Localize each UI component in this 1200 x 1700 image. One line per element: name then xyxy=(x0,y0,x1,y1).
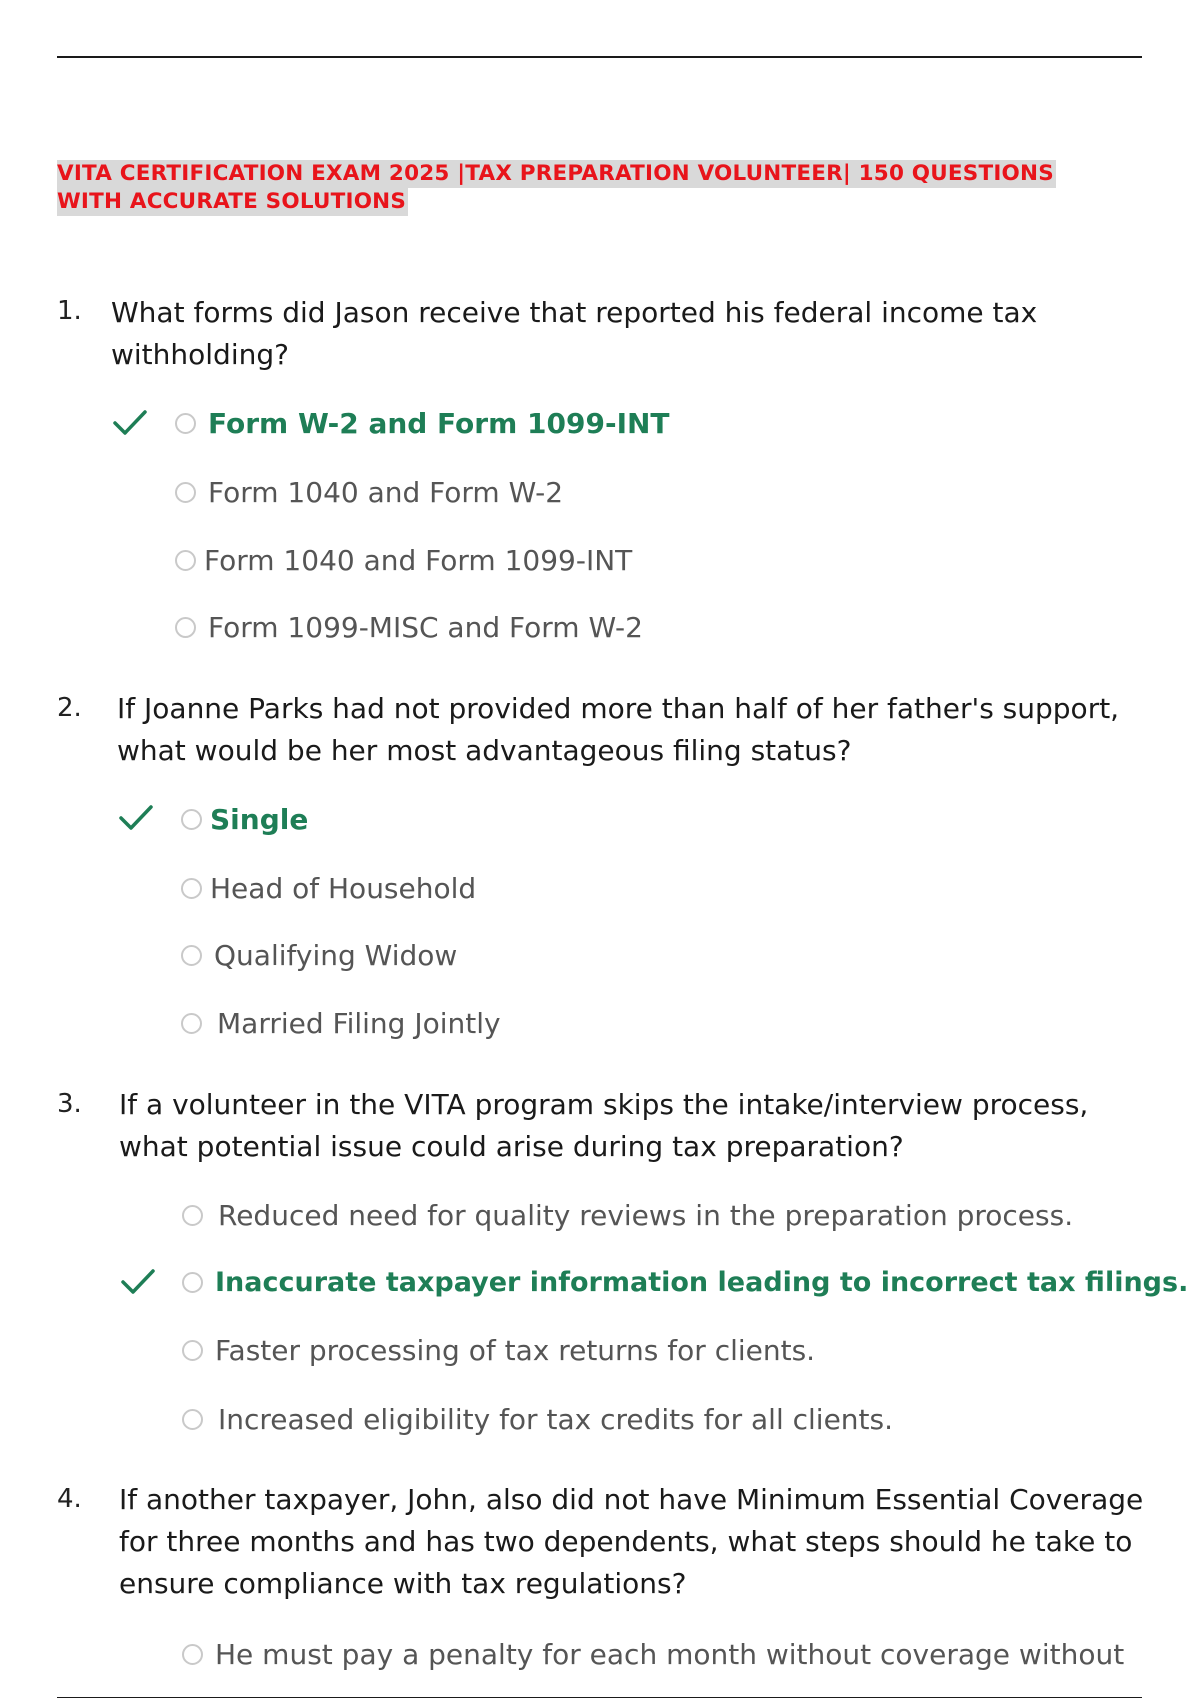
question-text xyxy=(119,1084,1088,1168)
radio-button[interactable] xyxy=(175,550,196,571)
answer-option[interactable] xyxy=(182,1330,815,1370)
bottom-rule xyxy=(57,1697,1142,1698)
question-text-line: What forms did Jason receive that reported his federal income tax xyxy=(111,296,1038,329)
question-text xyxy=(111,292,1037,376)
question-text-line: If a volunteer in the VITA program skips the intake/interview process, xyxy=(119,1088,1089,1121)
top-rule xyxy=(57,56,1142,58)
option-label: Form W-2 and Form 1099-INT xyxy=(208,406,670,440)
option-label: He must pay a penalty for each month without coverage without xyxy=(215,1637,1125,1671)
radio-button[interactable] xyxy=(182,1340,203,1361)
option-label: Increased eligibility for tax credits for all clients. xyxy=(218,1402,894,1436)
option-label: Single xyxy=(210,802,309,836)
option-label: Faster processing of tax returns for clients. xyxy=(215,1333,816,1367)
answer-option[interactable] xyxy=(182,1195,1073,1235)
document-title xyxy=(57,160,1157,216)
answer-option[interactable] xyxy=(182,1399,893,1439)
question-text-line: If another taxpayer, John, also did not have Minimum Essential Coverage xyxy=(119,1483,1144,1516)
question-text xyxy=(119,1479,1143,1605)
radio-button[interactable] xyxy=(182,1272,203,1293)
answer-option[interactable] xyxy=(182,1262,1188,1302)
question-text-line: withholding? xyxy=(111,338,289,371)
question-text-line: what would be her most advantageous filing status? xyxy=(117,734,852,767)
title-line-1: VITA CERTIFICATION EXAM 2025 |TAX PREPARATION VOLUNTEER| 150 QUESTIONS xyxy=(57,161,1054,186)
question-text xyxy=(117,688,1119,772)
option-label: Form 1040 and Form 1099-INT xyxy=(204,543,633,577)
answer-option[interactable] xyxy=(181,1003,501,1043)
question-text-line: If Joanne Parks had not provided more than half of her father's support, xyxy=(117,692,1120,725)
radio-button[interactable] xyxy=(181,878,202,899)
answer-option[interactable] xyxy=(175,540,632,580)
radio-button[interactable] xyxy=(182,1205,203,1226)
answer-option[interactable] xyxy=(182,1634,1124,1674)
radio-button[interactable] xyxy=(175,617,196,638)
radio-button[interactable] xyxy=(182,1409,203,1430)
answer-option[interactable] xyxy=(175,403,670,443)
option-label: Form 1099-MISC and Form W-2 xyxy=(208,610,643,644)
answer-option[interactable] xyxy=(175,472,563,512)
question-text-line: ensure compliance with tax regulations? xyxy=(119,1567,687,1600)
question-number: 2. xyxy=(57,693,82,723)
answer-option[interactable] xyxy=(181,935,457,975)
radio-button[interactable] xyxy=(181,809,202,830)
correct-check-icon xyxy=(112,408,148,438)
question-number: 1. xyxy=(57,296,82,326)
option-label: Married Filing Jointly xyxy=(217,1006,501,1040)
question-text-line: what potential issue could arise during tax preparation? xyxy=(119,1130,904,1163)
question-number: 3. xyxy=(57,1089,82,1119)
radio-button[interactable] xyxy=(182,1644,203,1665)
option-label: Qualifying Widow xyxy=(214,938,458,972)
radio-button[interactable] xyxy=(181,945,202,966)
option-label: Reduced need for quality reviews in the preparation process. xyxy=(218,1198,1074,1232)
question-number: 4. xyxy=(57,1484,82,1514)
option-label: Form 1040 and Form W-2 xyxy=(208,475,564,509)
answer-option[interactable] xyxy=(175,607,643,647)
correct-check-icon xyxy=(120,1267,156,1297)
radio-button[interactable] xyxy=(175,413,196,434)
radio-button[interactable] xyxy=(181,1013,202,1034)
answer-option[interactable] xyxy=(181,799,308,839)
correct-check-icon xyxy=(118,803,154,833)
title-line-2: WITH ACCURATE SOLUTIONS xyxy=(57,189,407,214)
question-text-line: for three months and has two dependents, what steps should he take to xyxy=(119,1525,1133,1558)
option-label: Head of Household xyxy=(210,871,477,905)
radio-button[interactable] xyxy=(175,482,196,503)
option-label: Inaccurate taxpayer information leading to incorrect tax filings. xyxy=(215,1266,1189,1298)
answer-option[interactable] xyxy=(181,868,476,908)
